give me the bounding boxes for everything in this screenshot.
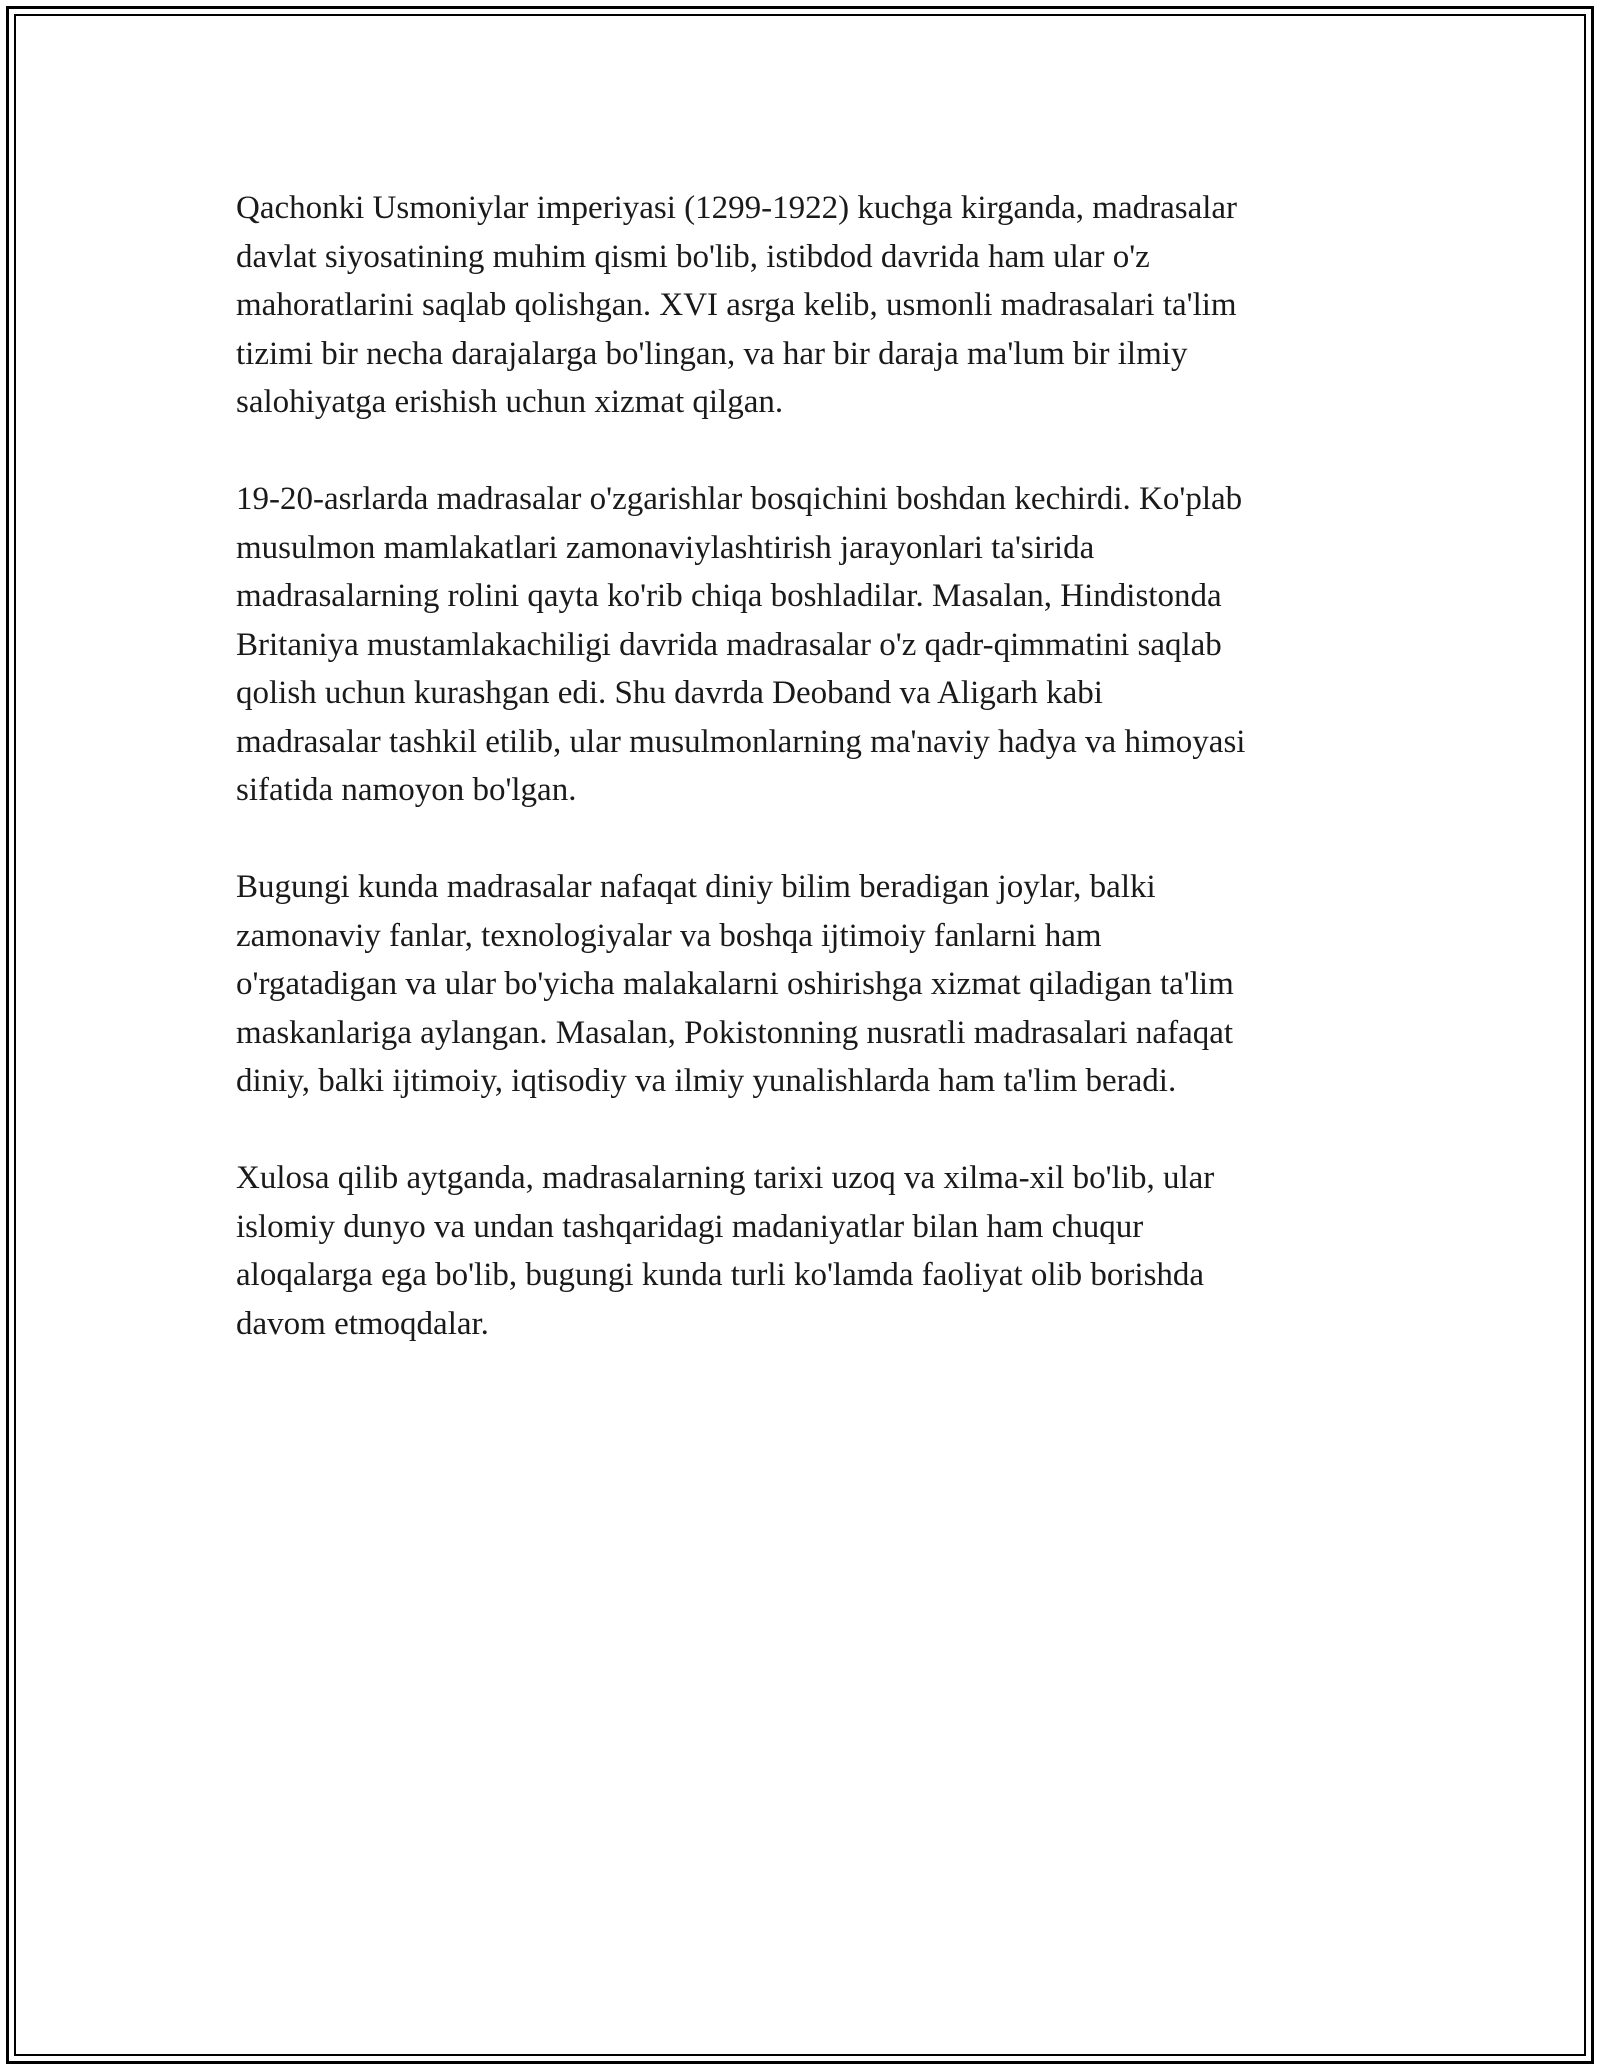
paragraph-19-20-century: 19-20-asrlarda madrasalar o'zgarishlar bosqichini boshdan kechirdi. Ko'plab musulmon mamlakatlari zamonaviylashtirish jarayonlari ta'sirida madrasalarning rolini qayta ko'rib chiqa boshladilar. Masalan, Hindistonda Britaniya mustamlakachiligi davrida madrasalar o'z qadr-qimmatini saqlab qolish uchun kurashgan edi. Shu davrda Deoband va Aligarh kabi madrasalar tashkil etilib, ular musulmonlarning ma'naviy hadya va himoyasi sifatida namoyon bo'lgan.: [236, 481, 1246, 808]
paragraph-ottoman-madrasas: Qachonki Usmoniylar imperiyasi (1299-1922) kuchga kirganda, madrasalar davlat siyosatining muhim qismi bo'lib, istibdod davrida ham ular o'z mahoratlarini saqlab qolishgan. XVI asrga kelib, usmonli madrasalari ta'lim tizimi bir necha darajalarga bo'lingan, va har bir daraja ma'lum bir ilmiy salohiyatga erishish uchun xizmat qilgan.: [236, 190, 1238, 420]
paragraph-modern-madrasas: Bugungi kunda madrasalar nafaqat diniy bilim beradigan joylar, balki zamonaviy fanlar, texnologiyalar va boshqa ijtimoiy fanlarni ham o'rgatadigan va ular bo'yicha malakalarni oshirishga xizmat qiladigan ta'lim maskanlariga aylangan. Masalan, Pokistonning nusratli madrasalari nafaqat diniy, balki ijtimoiy, iqtisodiy va ilmiy yunalishlarda ham ta'lim beradi.: [236, 869, 1234, 1099]
document-body: [236, 184, 1376, 1397]
paragraph-conclusion: Xulosa qilib aytganda, madrasalarning tarixi uzoq va xilma-xil bo'lib, ular islomiy dunyo va undan tashqaridagi madaniyatlar bilan ham chuqur aloqalarga ega bo'lib, bugungi kunda turli ko'lamda faoliyat olib borishda davom etmoqdalar.: [236, 1160, 1215, 1342]
